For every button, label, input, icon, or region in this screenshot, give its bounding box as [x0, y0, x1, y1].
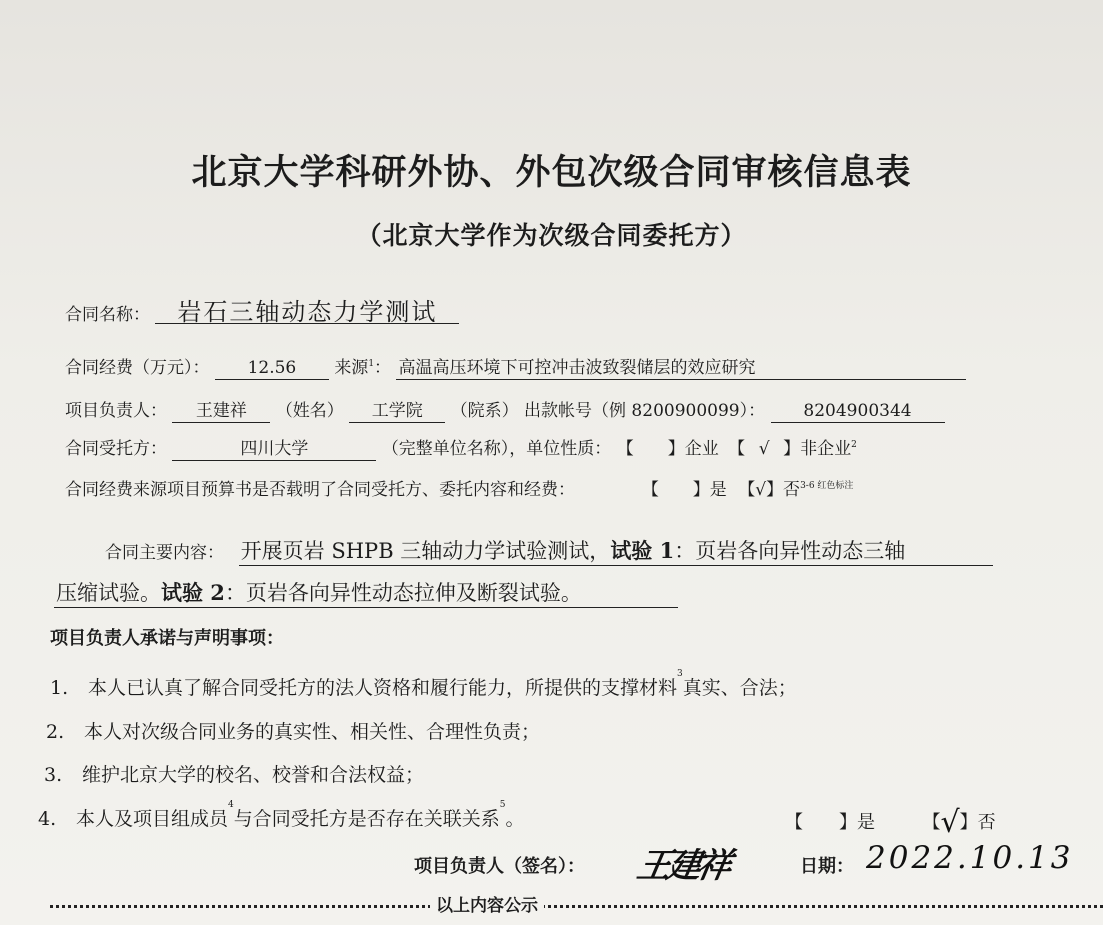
leader-row: [65, 400, 945, 423]
budget-question: 合同经费来源项目预算书是否载明了合同受托方、委托内容和经费：: [65, 480, 575, 500]
leader-dept-label: （院系）: [450, 401, 519, 421]
relation-yes-checkbox: 【 】是: [785, 812, 875, 833]
main-content-label: 合同主要内容：: [105, 543, 224, 563]
budget-yes-checkbox: 【 】是: [641, 480, 727, 500]
main-content-line1: 合同主要内容： 开展页岩 SHPB 三轴动力学试验测试，试验 1：页岩各向异性动态三轴: [105, 535, 993, 566]
trustee-value: 四川大学: [172, 438, 376, 461]
trustee-value-label: （完整单位名称），单位性质：: [381, 439, 612, 459]
contract-name-row: [65, 298, 459, 326]
relation-no-checkbox: 【√】否: [922, 805, 996, 840]
declaration-item-1: 1. 本人已认真了解合同受托方的法人资格和履行能力，所提供的支撑材料$^3$真实、合法；: [50, 669, 797, 699]
budget-no-checkbox: 【√】否: [738, 480, 801, 500]
declaration-item-4: 4. 本人及项目组成员$^4$与合同受托方是否存在关联关系$^5$。: [38, 800, 525, 830]
source-note: 1: [368, 359, 375, 369]
leader-label: 项目负责人：: [65, 401, 167, 421]
public-notice: 以上内容公示: [430, 891, 544, 916]
form-title: 北京大学科研外协、外包次级合同审核信息表: [191, 153, 912, 193]
funds-value: 12.56: [215, 357, 329, 380]
funds-row: [65, 357, 966, 380]
check-mark-icon: √: [940, 805, 960, 840]
funds-label: 合同经费（万元）：: [65, 358, 210, 378]
enterprise-checkbox: 【 】企业: [616, 439, 719, 459]
leader-name: 王建祥: [172, 400, 270, 423]
trustee-label: 合同受托方：: [65, 439, 167, 459]
signature-label: 项目负责人（签名）：: [414, 856, 585, 877]
date-label: 日期：: [800, 856, 854, 877]
source-value: 高温高压环境下可控冲击波致裂储层的效应研究: [396, 357, 966, 380]
handwritten-signature: 王建祥: [633, 846, 731, 886]
relation-checkboxes: [785, 801, 996, 840]
check-mark-icon: √: [755, 480, 767, 500]
trustee-row: [65, 438, 857, 461]
declaration-item-2: 2. 本人对次级合同业务的真实性、相关性、合理性负责；: [46, 721, 541, 743]
leader-name-label: （姓名）: [275, 401, 344, 421]
budget-row: [65, 479, 853, 501]
handwritten-date: 2022.10.13: [866, 840, 1074, 876]
account-value: 8204900344: [771, 400, 945, 423]
declaration-item-3: 3. 维护北京大学的校名、校誉和合法权益；: [44, 764, 425, 786]
budget-note: 3-6 红色标注: [800, 481, 854, 491]
source-colon: ：: [374, 358, 392, 378]
dotted-divider: [50, 905, 1103, 908]
check-mark-icon: √: [758, 439, 770, 459]
contract-name-value: 岩石三轴动态力学测试: [155, 301, 459, 324]
account-label: 出款帐号（例 8200900099）：: [524, 401, 766, 421]
leader-dept: 工学院: [349, 400, 445, 423]
declaration-heading: 项目负责人承诺与声明事项：: [50, 628, 284, 649]
contract-name-label: 合同名称：: [65, 305, 150, 325]
form-subtitle: （北京大学作为次级合同委托方）: [356, 221, 747, 250]
source-label: 来源: [334, 358, 369, 378]
non-enterprise-checkbox: 【 √ 】非企业$^2$: [728, 439, 857, 459]
main-content-line2: 压缩试验。试验 2：页岩各向异性动态拉伸及断裂试验。: [54, 577, 678, 608]
